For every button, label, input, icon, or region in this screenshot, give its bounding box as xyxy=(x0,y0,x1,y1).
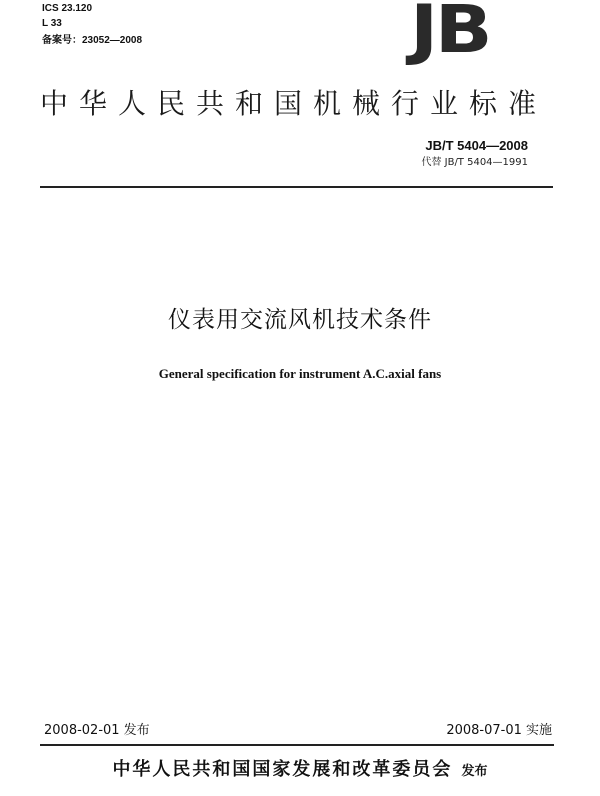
document-title-chinese: 仪表用交流风机技术条件 xyxy=(168,307,432,333)
classification-code: L 33 xyxy=(42,18,62,29)
standard-number: JB/T 5404—2008 xyxy=(425,138,528,153)
issue-date: 2008-02-01 发布 xyxy=(44,723,150,738)
document-title-english: General specification for instrument A.C.axial fans xyxy=(158,366,442,381)
publisher-line xyxy=(0,757,600,785)
publish-action: 发布 xyxy=(461,764,488,779)
publisher-name: 中华人民共和国国家发展和改革委员会 xyxy=(112,759,453,780)
record-number: 备案号：23052—2008 xyxy=(42,35,143,46)
industry-standard-title: 中华人民共和国机械行业标准 xyxy=(40,87,548,120)
footer-divider xyxy=(40,744,554,746)
header-divider xyxy=(40,186,553,188)
jb-logo: JB xyxy=(409,0,490,68)
implementation-date: 2008-07-01 实施 xyxy=(446,723,552,738)
replaces-standard: 代替 JB/T 5404—1991 xyxy=(421,157,528,168)
ics-code: ICS 23.120 xyxy=(42,3,93,14)
